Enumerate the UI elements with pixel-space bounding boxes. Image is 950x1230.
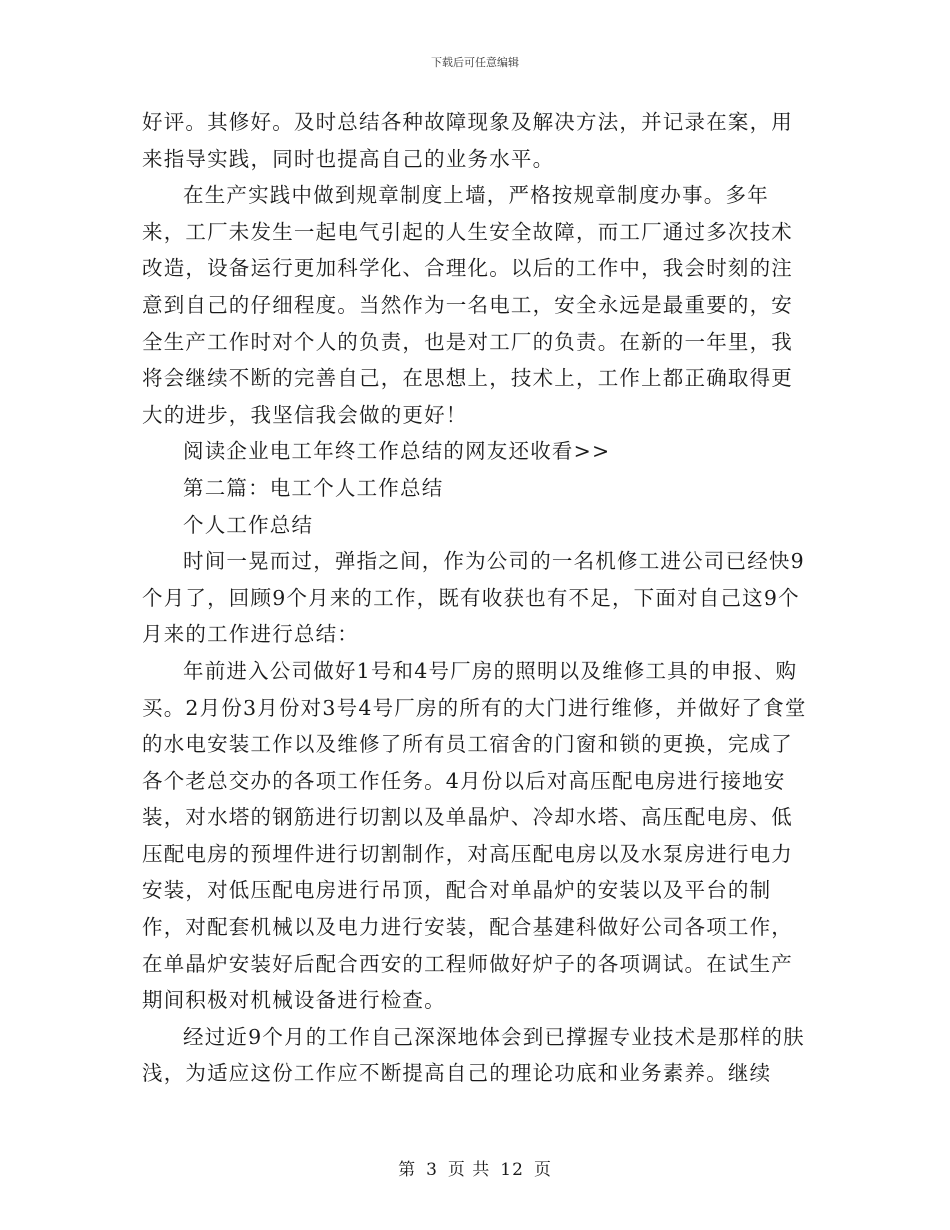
page-number-footer — [0, 1155, 950, 1180]
paragraph-3: 阅读企业电工年终工作总结的网友还收看>> — [183, 439, 611, 464]
section-subtitle: 个人工作总结 — [183, 512, 314, 537]
page-middle: 页 共 — [447, 1160, 491, 1180]
paragraph-2: 在生产实践中做到规章制度上墙，严格按规章制度办事。多年来，工厂未发生一起电气引起的人生安全故障，而工厂通过多次技术改造，设备运行更加科学化、合理化。以后的工作中，我会时刻的注意到自己的仔细程度。当然作为一名电工，安全永远是最重要的，安全生产工作时对个人的负责，也是对工厂的负责。在新的一年里，我将会继续不断的完善自己，在思想上，技术上，工作上都正确取得更大的进步，我坚信我会做的更好！ — [142, 183, 793, 427]
paragraph-6: 时间一晃而过，弹指之间，作为公司的一名机修工进公司已经快9个月了，回顾9个月来的工作，既有收获也有不足，下面对自己这9个月来的工作进行总结： — [142, 549, 805, 647]
paragraph-8: 经过近9个月的工作自己深深地体会到已撑握专业技术是那样的肤浅，为适应这份工作应不断提高自己的理论功底和业务素养。继续 — [142, 1024, 805, 1086]
current-page-number: 3 — [426, 1160, 438, 1180]
document-body — [142, 104, 812, 1092]
header-note: 下载后可任意编辑 — [431, 56, 519, 69]
total-pages-number: 12 — [500, 1160, 524, 1180]
page-suffix: 页 — [533, 1160, 552, 1180]
paragraph-7: 年前进入公司做好1号和4号厂房的照明以及维修工具的申报、购买。2月份3月份对3号4号厂房的所有的大门进行维修，并做好了食堂的水电安装工作以及维修了所有员工宿舍的门窗和锁的更换，完成了各个老总交办的各项工作任务。4月份以后对高压配电房进行接地安装，对水塔的钢筋进行切割以及单晶炉、冷却水塔、高压配电房、低压配电房的预埋件进行切割制作，对高压配电房以及水泵房进行电力安装，对低压配电房进行吊顶，配合对单晶炉的安装以及平台的制作，对配套机械以及电力进行安装，配合基建科做好公司各项工作，在单晶炉安装好后配合西安的工程师做好炉子的各项调试。在试生产期间积极对机械设备进行检查。 — [142, 658, 807, 1013]
page-prefix: 第 — [398, 1160, 417, 1180]
section-title: 第二篇：电工个人工作总结 — [183, 475, 444, 500]
paragraph-1: 好评。其修好。及时总结各种故障现象及解决方法，并记录在案，用来指导实践，同时也提高自己的业务水平。 — [142, 110, 793, 171]
